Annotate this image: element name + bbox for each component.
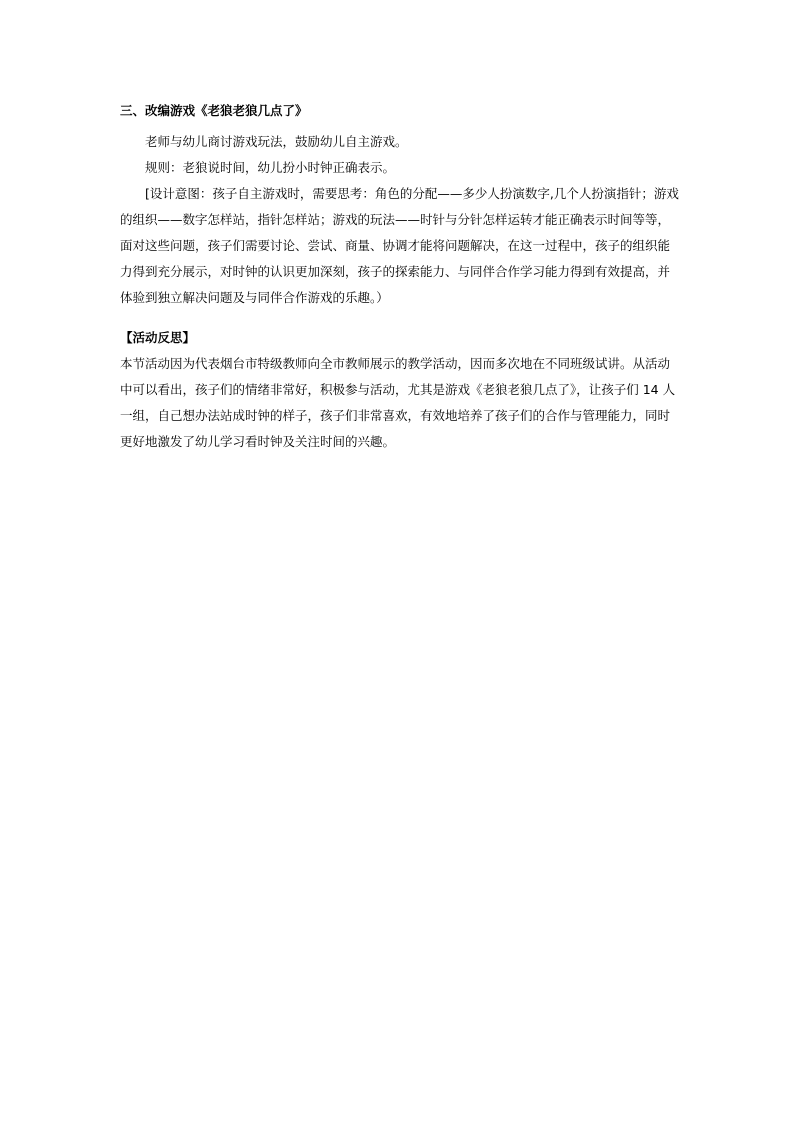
reflection-heading: 【活动反思】 <box>120 330 196 345</box>
section-spacer <box>120 311 680 325</box>
section-3-heading: 三、改编游戏《老狼老狼几点了》 <box>120 103 308 118</box>
paragraph-game-rule: 规则：老狼说时间，幼儿扮小时钟正确表示。 <box>145 160 396 175</box>
paragraph-negotiate-rules: 老师与幼儿商讨游戏玩法，鼓励幼儿自主游戏。 <box>145 134 408 149</box>
paragraph-reflection: 本节活动因为代表烟台市特级教师向全市教师展示的教学活动，因而多次地在不同班级试讲。从活动中可以看出，孩子们的情绪非常好，积极参与活动，尤其是游戏《老狼老狼几点了》，让孩子们 14 人一组，自己想办法站成时钟的样子，孩子们非常喜欢，有效地培养了孩子们的合作与管理能力，同时更好地激发了幼儿学习看时钟及关注时间的兴趣。 <box>120 356 676 449</box>
paragraph-design-intent: [设计意图：孩子自主游戏时，需要思考：角色的分配——多少人扮演数字,几个人扮演指针；游戏的组织——数字怎样站，指针怎样站；游戏的玩法——时针与分针怎样运转才能正确表示时间等等，面对这些问题，孩子们需要讨论、尝试、商量、协调才能将问题解决，在这一过程中，孩子的组织能力得到充分展示，对时钟的认识更加深刻，孩子的探索能力、与同伴合作学习能力得到有效提高，并体验到独立解决问题及与同伴合作游戏的乐趣。） <box>120 186 679 305</box>
document-body <box>120 101 680 455</box>
